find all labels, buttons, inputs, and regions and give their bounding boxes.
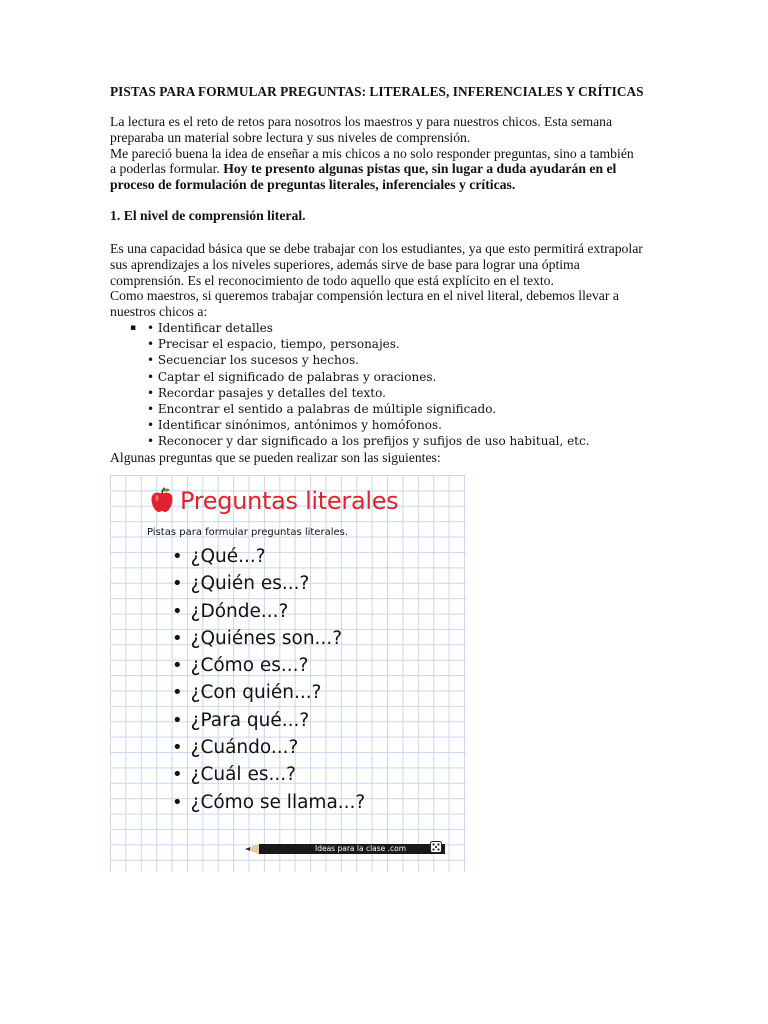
- bullet-icon: •: [172, 546, 183, 567]
- list-item-text: • Recordar pasajes y detalles del texto.: [147, 385, 386, 400]
- question-item: [172, 570, 365, 597]
- literal-line: comprensión. Es el reconocimiento de todo aquello que está explícito en el texto.: [110, 272, 554, 288]
- question-text: ¿Dónde...?: [190, 600, 289, 622]
- list-item: [110, 352, 700, 368]
- intro2-line-3: proceso de formulación de preguntas literales, inferenciales y críticas.: [110, 177, 516, 193]
- list-item: [110, 417, 700, 433]
- question-text: ¿Cómo es...?: [190, 655, 309, 677]
- bullet-icon: •: [172, 627, 183, 649]
- bullet-icon: •: [172, 655, 183, 677]
- intro-paragraph-2: [110, 146, 700, 193]
- bullet-icon: •: [172, 573, 183, 595]
- intro-paragraph: [110, 114, 700, 146]
- list-item: [110, 385, 700, 401]
- intro2-line-1: Me pareció buena la idea de enseñar a mis chicos a no solo responder preguntas, sino a también: [110, 145, 634, 161]
- intro-line: preparaba un material sobre lectura y sus niveles de comprensión.: [110, 129, 471, 145]
- list-item: [110, 369, 700, 385]
- question-item: [172, 543, 365, 570]
- literal-line: sus aprendizajes a los niveles superiores, además sirve de base para lograr una óptima: [110, 256, 580, 272]
- question-item: [172, 761, 365, 788]
- question-item: [172, 598, 365, 625]
- dice-icon: [430, 841, 442, 853]
- question-text: ¿Quiénes son...?: [190, 627, 343, 649]
- question-item: [172, 652, 365, 679]
- list-item-text: • Reconocer y dar significado a los prefijos y sufijos de uso habitual, etc.: [147, 434, 590, 449]
- question-text: ¿Con quién...?: [190, 682, 322, 704]
- closing-line: Algunas preguntas que se pueden realizar son las siguientes:: [110, 449, 441, 465]
- question-text: ¿Quién es...?: [190, 573, 310, 595]
- question-text: ¿Cuándo...?: [190, 737, 299, 759]
- list-item-text: • Secuenciar los sucesos y hechos.: [147, 353, 359, 368]
- list-item: [110, 320, 700, 336]
- list-item-text: • Precisar el espacio, tiempo, personajes.: [147, 337, 400, 352]
- image-subtitle: Pistas para formular preguntas literales.: [147, 527, 349, 538]
- section-heading: 1. El nivel de comprensión literal.: [110, 207, 306, 223]
- question-item: [172, 734, 365, 761]
- literal-line: Como maestros, si queremos trabajar compensión lectura en el nivel literal, debemos llevar a: [110, 288, 619, 304]
- footer-brand: Ideas para la clase .com: [315, 844, 407, 853]
- literal-skills-list: [110, 320, 700, 450]
- bullet-icon: •: [172, 764, 183, 786]
- question-item: [172, 679, 365, 706]
- list-item-text: • Identificar sinónimos, antónimos y homófonos.: [147, 418, 442, 433]
- bullet-icon: •: [172, 791, 183, 813]
- list-item: [110, 401, 700, 417]
- apple-icon: [150, 487, 174, 513]
- question-item: [172, 625, 365, 652]
- list-item: [110, 336, 700, 352]
- bullet-icon: •: [172, 709, 183, 731]
- list-item-text: • Identificar detalles: [147, 320, 273, 335]
- bullet-icon: •: [172, 600, 183, 622]
- square-bullet-icon: ▪: [130, 322, 137, 333]
- intro2-line-2-plain: a poderlas formular.: [110, 161, 224, 177]
- document-title: PISTAS PARA FORMULAR PREGUNTAS: LITERALES, INFERENCIALES Y CRÍTICAS: [110, 84, 644, 99]
- question-text: ¿Cómo se llama...?: [190, 791, 366, 813]
- question-item: [172, 789, 365, 816]
- image-title: Preguntas literales: [180, 487, 399, 515]
- question-text: ¿Para qué...?: [190, 709, 310, 731]
- list-item-text: • Encontrar el sentido a palabras de múltiple significado.: [147, 401, 497, 416]
- question-list: [172, 543, 365, 816]
- bullet-icon: •: [172, 737, 183, 759]
- list-item-text: • Captar el significado de palabras y oraciones.: [147, 369, 437, 384]
- preguntas-literales-image: [110, 475, 466, 872]
- bullet-icon: •: [172, 682, 183, 704]
- list-item: [110, 433, 700, 449]
- question-item: [172, 707, 365, 734]
- intro2-line-2: [110, 161, 700, 177]
- intro-line: La lectura es el reto de retos para nosotros los maestros y para nuestros chicos. Esta semana: [110, 114, 613, 129]
- literal-line: nuestros chicos a:: [110, 304, 208, 320]
- literal-paragraph: [110, 241, 700, 320]
- question-text: ¿Cuál es...?: [190, 764, 296, 786]
- literal-line: Es una capacidad básica que se debe trabajar con los estudiantes, ya que esto permitirá extrapolar: [110, 240, 643, 256]
- question-text: ¿Qué...?: [190, 546, 266, 567]
- intro2-line-2-bold: Hoy te presento algunas pistas que, sin lugar a duda ayudarán en el: [223, 161, 617, 177]
- document-page: [110, 84, 700, 465]
